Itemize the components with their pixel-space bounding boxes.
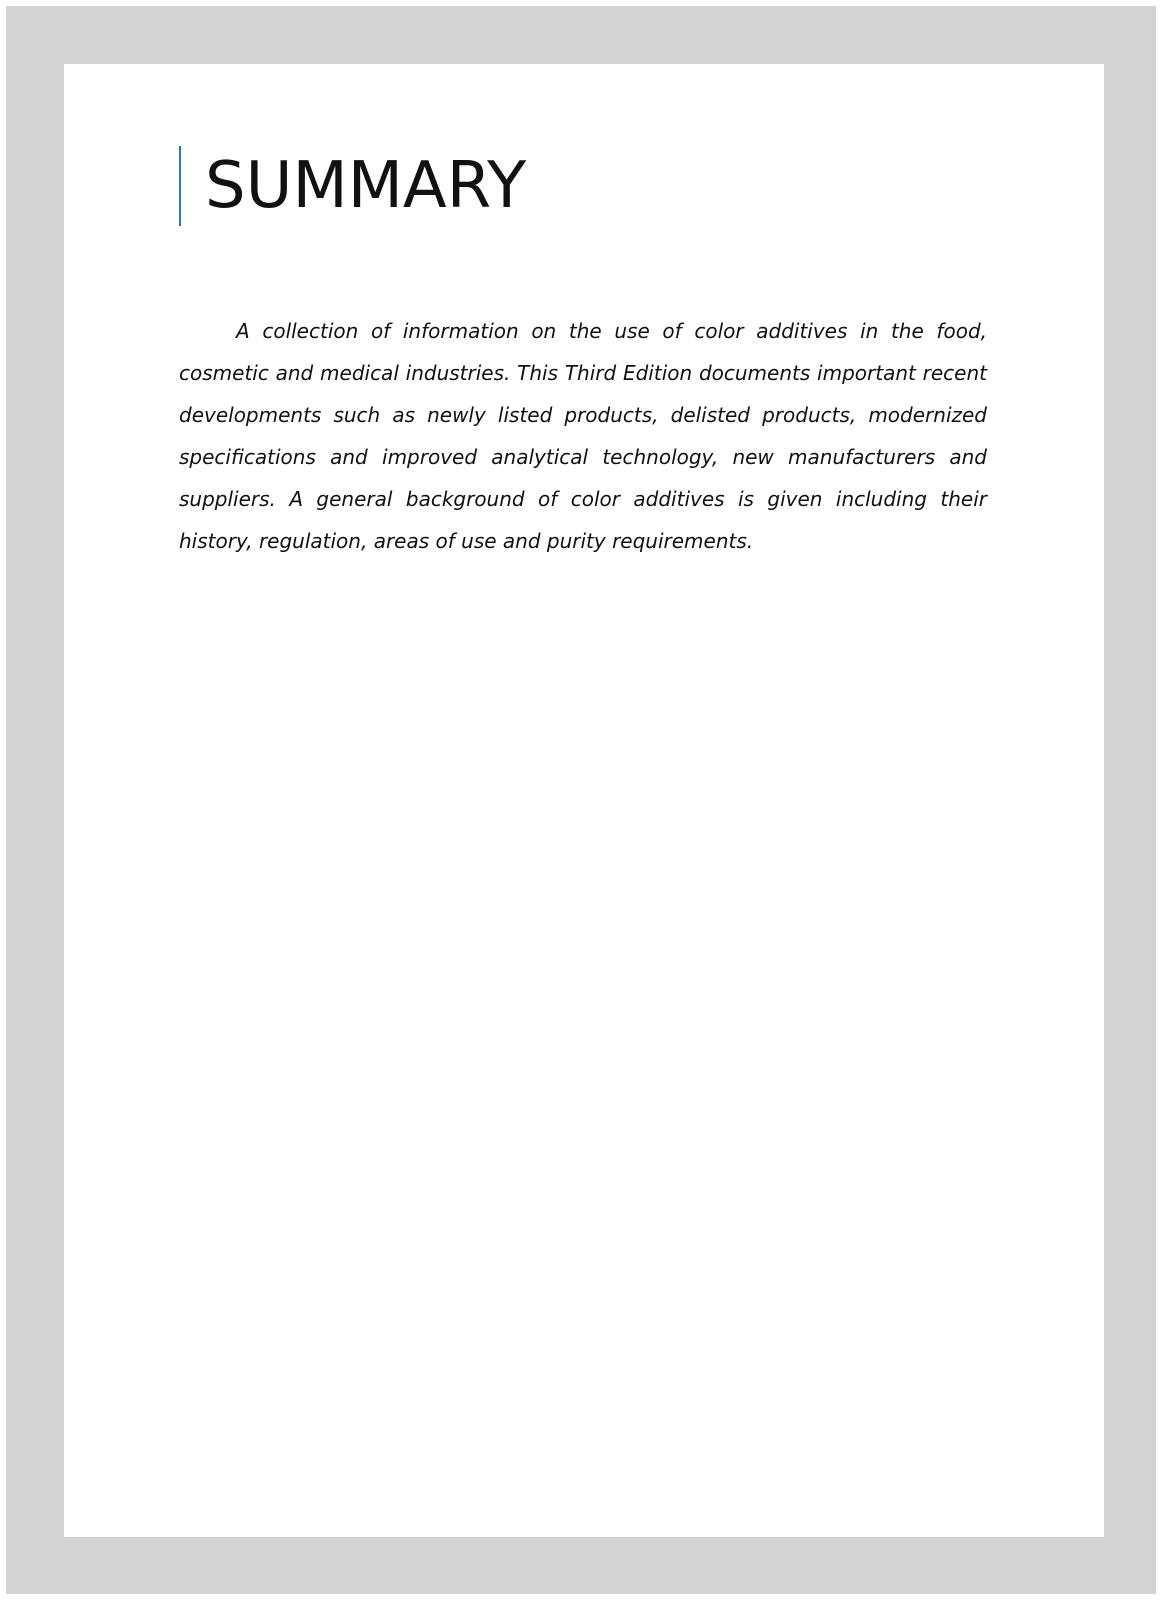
document-page <box>64 64 1104 1537</box>
summary-paragraph: A collection of information on the use of color additives in the food, cosmetic and medical industries. This Third Edition documents important recent developments such as newly listed products, delisted products, modernized specifications and improved analytical technology, new manufacturers and suppliers. A general background of color additives is given including their history, regulation, areas of use and purity requirements. <box>179 319 987 553</box>
document-viewport[interactable] <box>6 6 1156 1594</box>
page-title: SUMMARY <box>205 149 527 223</box>
summary-heading <box>179 146 526 226</box>
